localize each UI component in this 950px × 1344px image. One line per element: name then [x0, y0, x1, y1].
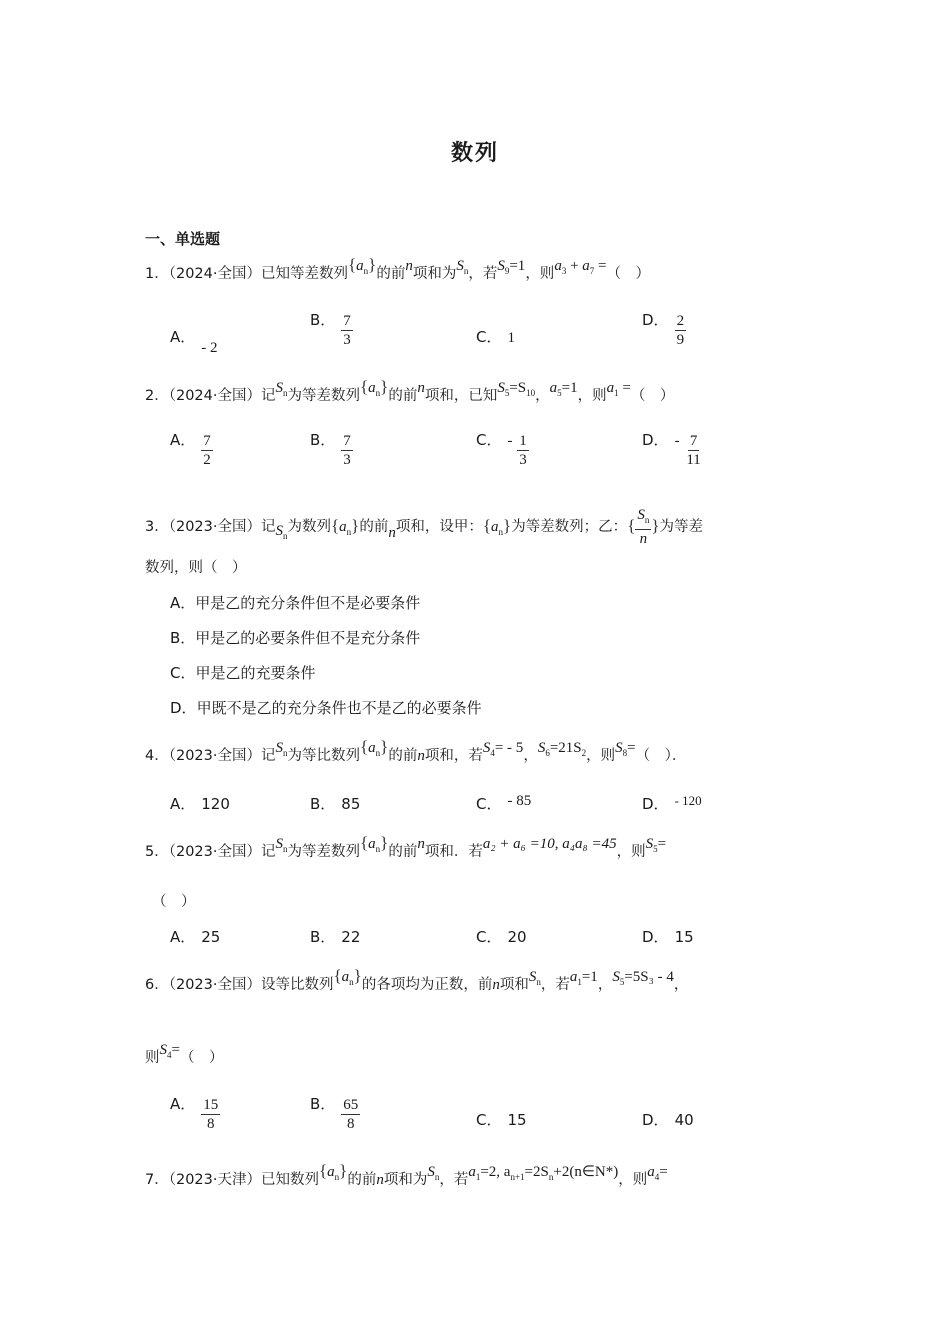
q6-option-a[interactable]	[170, 1096, 220, 1133]
q5-text: 记	[261, 844, 276, 860]
frac-den: 8	[347, 1116, 355, 1132]
q5-number: 5．	[145, 844, 169, 860]
frac-num: 7	[689, 433, 698, 449]
q1-text: 的前	[376, 266, 406, 282]
q2-option-a[interactable]	[170, 432, 213, 469]
q6-number: 6．	[145, 977, 169, 993]
q4-option-b[interactable]	[310, 793, 360, 814]
q5-option-c[interactable]	[476, 926, 527, 947]
math-expr: =	[659, 1164, 668, 1180]
q4-text: 项和，若	[424, 748, 483, 764]
q3-option-c[interactable]	[170, 662, 316, 683]
q3-text: 数列，则（ ）	[145, 560, 247, 576]
q3-text: 为数列	[287, 519, 331, 535]
frac-den: 3	[519, 452, 527, 468]
section-heading: 一、单选题	[145, 230, 221, 248]
option-label: D．	[642, 928, 669, 946]
q3-text: 的前	[359, 519, 389, 535]
q2-text: ，	[535, 388, 550, 404]
q6-option-b[interactable]	[310, 1096, 360, 1133]
page-title: 数列	[450, 141, 499, 166]
q2-text: ，则	[577, 388, 607, 404]
q1-text: ，若	[468, 266, 498, 282]
q5-text: 的前	[388, 844, 418, 860]
q3-text: 为等差	[659, 519, 704, 535]
option-label: B．	[310, 795, 336, 813]
q2-text: 项和，已知	[424, 388, 498, 404]
q6-text: 设等比数列	[261, 977, 334, 993]
option-label: D．	[642, 431, 669, 449]
question-1: 1．（2024·全国）已知等差数列$\{a_n\}$的前n项和为$S_n$，若$S_9=1$，则$a_3 + a_7$ =（ ）	[145, 255, 650, 282]
option-value: 1	[507, 330, 515, 346]
option-value: 甲是乙的必要条件但不是充分条件	[195, 629, 421, 647]
question-6-cont: 则$S_4=$（ ）	[145, 1042, 224, 1066]
q5-text: （ ）	[152, 894, 196, 910]
q7-text: 的前	[347, 1172, 377, 1188]
q2-number: 2．	[145, 388, 169, 404]
frac-num: 7	[203, 433, 211, 449]
q7-text: ，则	[618, 1172, 648, 1188]
q4-option-c[interactable]	[476, 793, 531, 814]
q1-option-b[interactable]	[310, 312, 353, 349]
q1-text: 已知等差数列	[261, 266, 348, 282]
option-value: 甲是乙的充要条件	[195, 664, 316, 682]
option-value: 15	[507, 1111, 527, 1129]
q1-option-d[interactable]	[642, 312, 686, 349]
q4-text: 的前	[388, 748, 418, 764]
q6-text: （ ）	[179, 1050, 224, 1066]
option-value: 40	[674, 1111, 694, 1129]
math-expr: = - 5	[494, 740, 524, 756]
option-label: A．	[170, 928, 196, 946]
q3-option-b[interactable]	[170, 627, 420, 648]
q5-option-a[interactable]	[170, 926, 220, 947]
q7-text: 项和为	[383, 1172, 428, 1188]
q1-option-c[interactable]	[476, 326, 515, 347]
q7-source: （2023·天津）	[168, 1172, 261, 1188]
q4-number: 4．	[145, 748, 169, 764]
math-expr: =2, a	[480, 1164, 511, 1180]
q6-text: ，若	[540, 977, 570, 993]
math-expr: =5S₃ - 4	[624, 969, 674, 985]
math-expr: =	[627, 740, 636, 756]
q5-text: 项和．若	[424, 844, 483, 860]
q1-number: 1．	[145, 266, 169, 282]
option-value: - 120	[674, 793, 702, 808]
option-value: - 85	[507, 793, 532, 809]
neg-sign: -	[674, 433, 680, 449]
option-value: - 2	[201, 340, 218, 356]
option-label: C．	[476, 328, 502, 346]
option-label: B．	[310, 311, 336, 329]
q2-option-d[interactable]	[642, 432, 703, 469]
q6-text: ，	[673, 977, 689, 993]
q4-text: （ ）．	[635, 748, 687, 764]
option-label: C．	[476, 928, 502, 946]
option-label: D．	[642, 1111, 669, 1129]
question-4: 4．（2023·全国）记$S_n$为等比数列$\{a_n\}$的前n项和，若$S_4= - 5$，$S_6=21S_2$，则$S_8=$（ ）．	[145, 737, 687, 764]
q1-source: （2024·全国）	[168, 266, 261, 282]
option-value: 20	[507, 928, 527, 946]
q7-text: ，若	[439, 1172, 469, 1188]
q3-text: 项和，设甲：	[395, 519, 483, 535]
option-label: B．	[310, 431, 336, 449]
question-5-cont	[152, 890, 196, 913]
option-label: B．	[310, 1095, 336, 1113]
q4-text: ，	[523, 748, 538, 764]
q6-source: （2023·全国）	[168, 977, 261, 993]
option-label: B．	[310, 928, 336, 946]
option-label: D．	[170, 699, 197, 717]
q3-text: 记	[261, 519, 276, 535]
q6-text: ，	[597, 977, 613, 993]
option-label: A．	[170, 795, 196, 813]
q4-text: 记	[261, 748, 276, 764]
question-6: 6．（2023·全国）设等比数列$\{a_n\}$的各项均为正数，前n项和$S_n$，若$a_1=1$，$S_5=5S_3 - 4$，	[145, 966, 689, 993]
q1-option-a[interactable]	[170, 326, 218, 356]
math-expr: =	[171, 1042, 180, 1058]
q2-text: 的前	[388, 388, 418, 404]
q2-text: （ ）	[630, 388, 675, 404]
math-expr: =2S	[524, 1164, 549, 1180]
frac-num: 15	[203, 1097, 219, 1113]
q4-source: （2023·全国）	[168, 748, 261, 764]
math-expr: a₂ + a₆ =10, a₄a₈ =45	[482, 836, 617, 852]
q1-text: （ ）	[606, 266, 650, 282]
q6-option-c[interactable]	[476, 1109, 527, 1130]
q3-source: （2023·全国）	[168, 519, 261, 535]
option-value: 甲既不是乙的充分条件也不是乙的必要条件	[196, 699, 482, 717]
frac-num: 7	[343, 433, 351, 449]
q6-text: 则	[145, 1050, 160, 1066]
q4-option-d[interactable]	[642, 793, 702, 814]
option-label: A．	[170, 594, 196, 612]
question-5: 5．（2023·全国）记$S_n$为等差数列$\{a_n\}$的前n项和．若a₂ + a₆ =10, a₄a₈ =45，则$S_5=$	[145, 833, 667, 860]
neg-sign: -	[507, 433, 513, 449]
q3-option-a[interactable]	[170, 592, 420, 613]
q6-text: 的各项均为正数，前	[361, 977, 493, 993]
q4-text: ，则	[586, 748, 616, 764]
q5-option-b[interactable]	[310, 926, 360, 947]
q6-text: 项和	[499, 977, 529, 993]
math-expr: =1	[581, 969, 598, 985]
seq-a: a	[356, 258, 364, 274]
q5-option-d[interactable]	[642, 926, 694, 947]
option-value: 25	[201, 928, 221, 946]
option-label: C．	[476, 795, 502, 813]
option-value: 120	[201, 795, 230, 813]
q2-source: （2024·全国）	[168, 388, 261, 404]
q2-text: 为等差数列	[287, 388, 360, 404]
option-value: 甲是乙的充分条件但不是必要条件	[195, 594, 421, 612]
frac-den: 9	[676, 332, 685, 348]
option-label: C．	[476, 431, 502, 449]
question-3-cont	[145, 556, 247, 579]
question-3: 3．（2023·全国）记$S_n$为数列$\{a_n\}$的前n项和，设甲：$\{a_n\}$为等差数列；乙：{ $\frac{S_n}{n}$ }为等差	[145, 507, 704, 547]
option-label: B．	[170, 629, 196, 647]
q7-number: 7．	[145, 1172, 169, 1188]
math-expr: =1	[561, 380, 578, 396]
q2-text: 记	[261, 388, 276, 404]
q5-text: 为等差数列	[287, 844, 360, 860]
frac-num: 65	[343, 1097, 359, 1113]
q3-text: 为等差数列；乙：	[511, 519, 628, 535]
option-label: C．	[476, 1111, 502, 1129]
option-value: 85	[341, 795, 361, 813]
frac-den: 2	[203, 452, 211, 468]
math-expr: =	[657, 836, 667, 852]
option-label: A．	[170, 431, 196, 449]
q1-text: 项和为	[412, 266, 457, 282]
option-value: 15	[674, 928, 694, 946]
question-7: 7．（2023·天津）已知数列$\{a_n\}$的前n项和为$S_n$，若$a_1=2$, $a_{n+1}=2S_n+2(n\in N*)$，则$a_4=$	[145, 1161, 668, 1188]
frac-den: 3	[343, 452, 351, 468]
option-label: D．	[642, 795, 669, 813]
math-expr: =S	[509, 380, 527, 396]
option-label: A．	[170, 328, 196, 346]
q2-option-c[interactable]	[476, 432, 529, 469]
q7-text: 已知数列	[261, 1172, 319, 1188]
math-expr: =1	[509, 258, 526, 274]
question-2: 2．（2024·全国）记$S_n$为等差数列$\{a_n\}$的前n项和，已知$S_5=S_{10}$，$a_5=1$，则$a_1$ =（ ）	[145, 377, 675, 404]
q5-text: ，则	[616, 844, 646, 860]
q2-option-b[interactable]	[310, 432, 353, 469]
frac-num: 2	[676, 313, 685, 329]
q6-option-d[interactable]	[642, 1109, 694, 1130]
frac-den: 11	[686, 452, 701, 468]
option-label: C．	[170, 664, 196, 682]
q5-source: （2023·全国）	[168, 844, 261, 860]
math-expr: =21S	[549, 740, 582, 756]
option-label: A．	[170, 1095, 196, 1113]
frac-num: 7	[343, 313, 351, 329]
q3-number: 3．	[145, 519, 169, 535]
frac-den: 3	[343, 332, 351, 348]
option-value: 22	[341, 928, 361, 946]
frac-den: 8	[207, 1116, 215, 1132]
option-label: D．	[642, 311, 669, 329]
q4-option-a[interactable]	[170, 793, 230, 814]
frac-num: 1	[519, 433, 527, 449]
math-expr: +2(n∈N*)	[553, 1164, 619, 1180]
q4-text: 为等比数列	[287, 748, 360, 764]
q1-text: ，则	[525, 266, 555, 282]
q3-option-d[interactable]	[170, 697, 482, 718]
